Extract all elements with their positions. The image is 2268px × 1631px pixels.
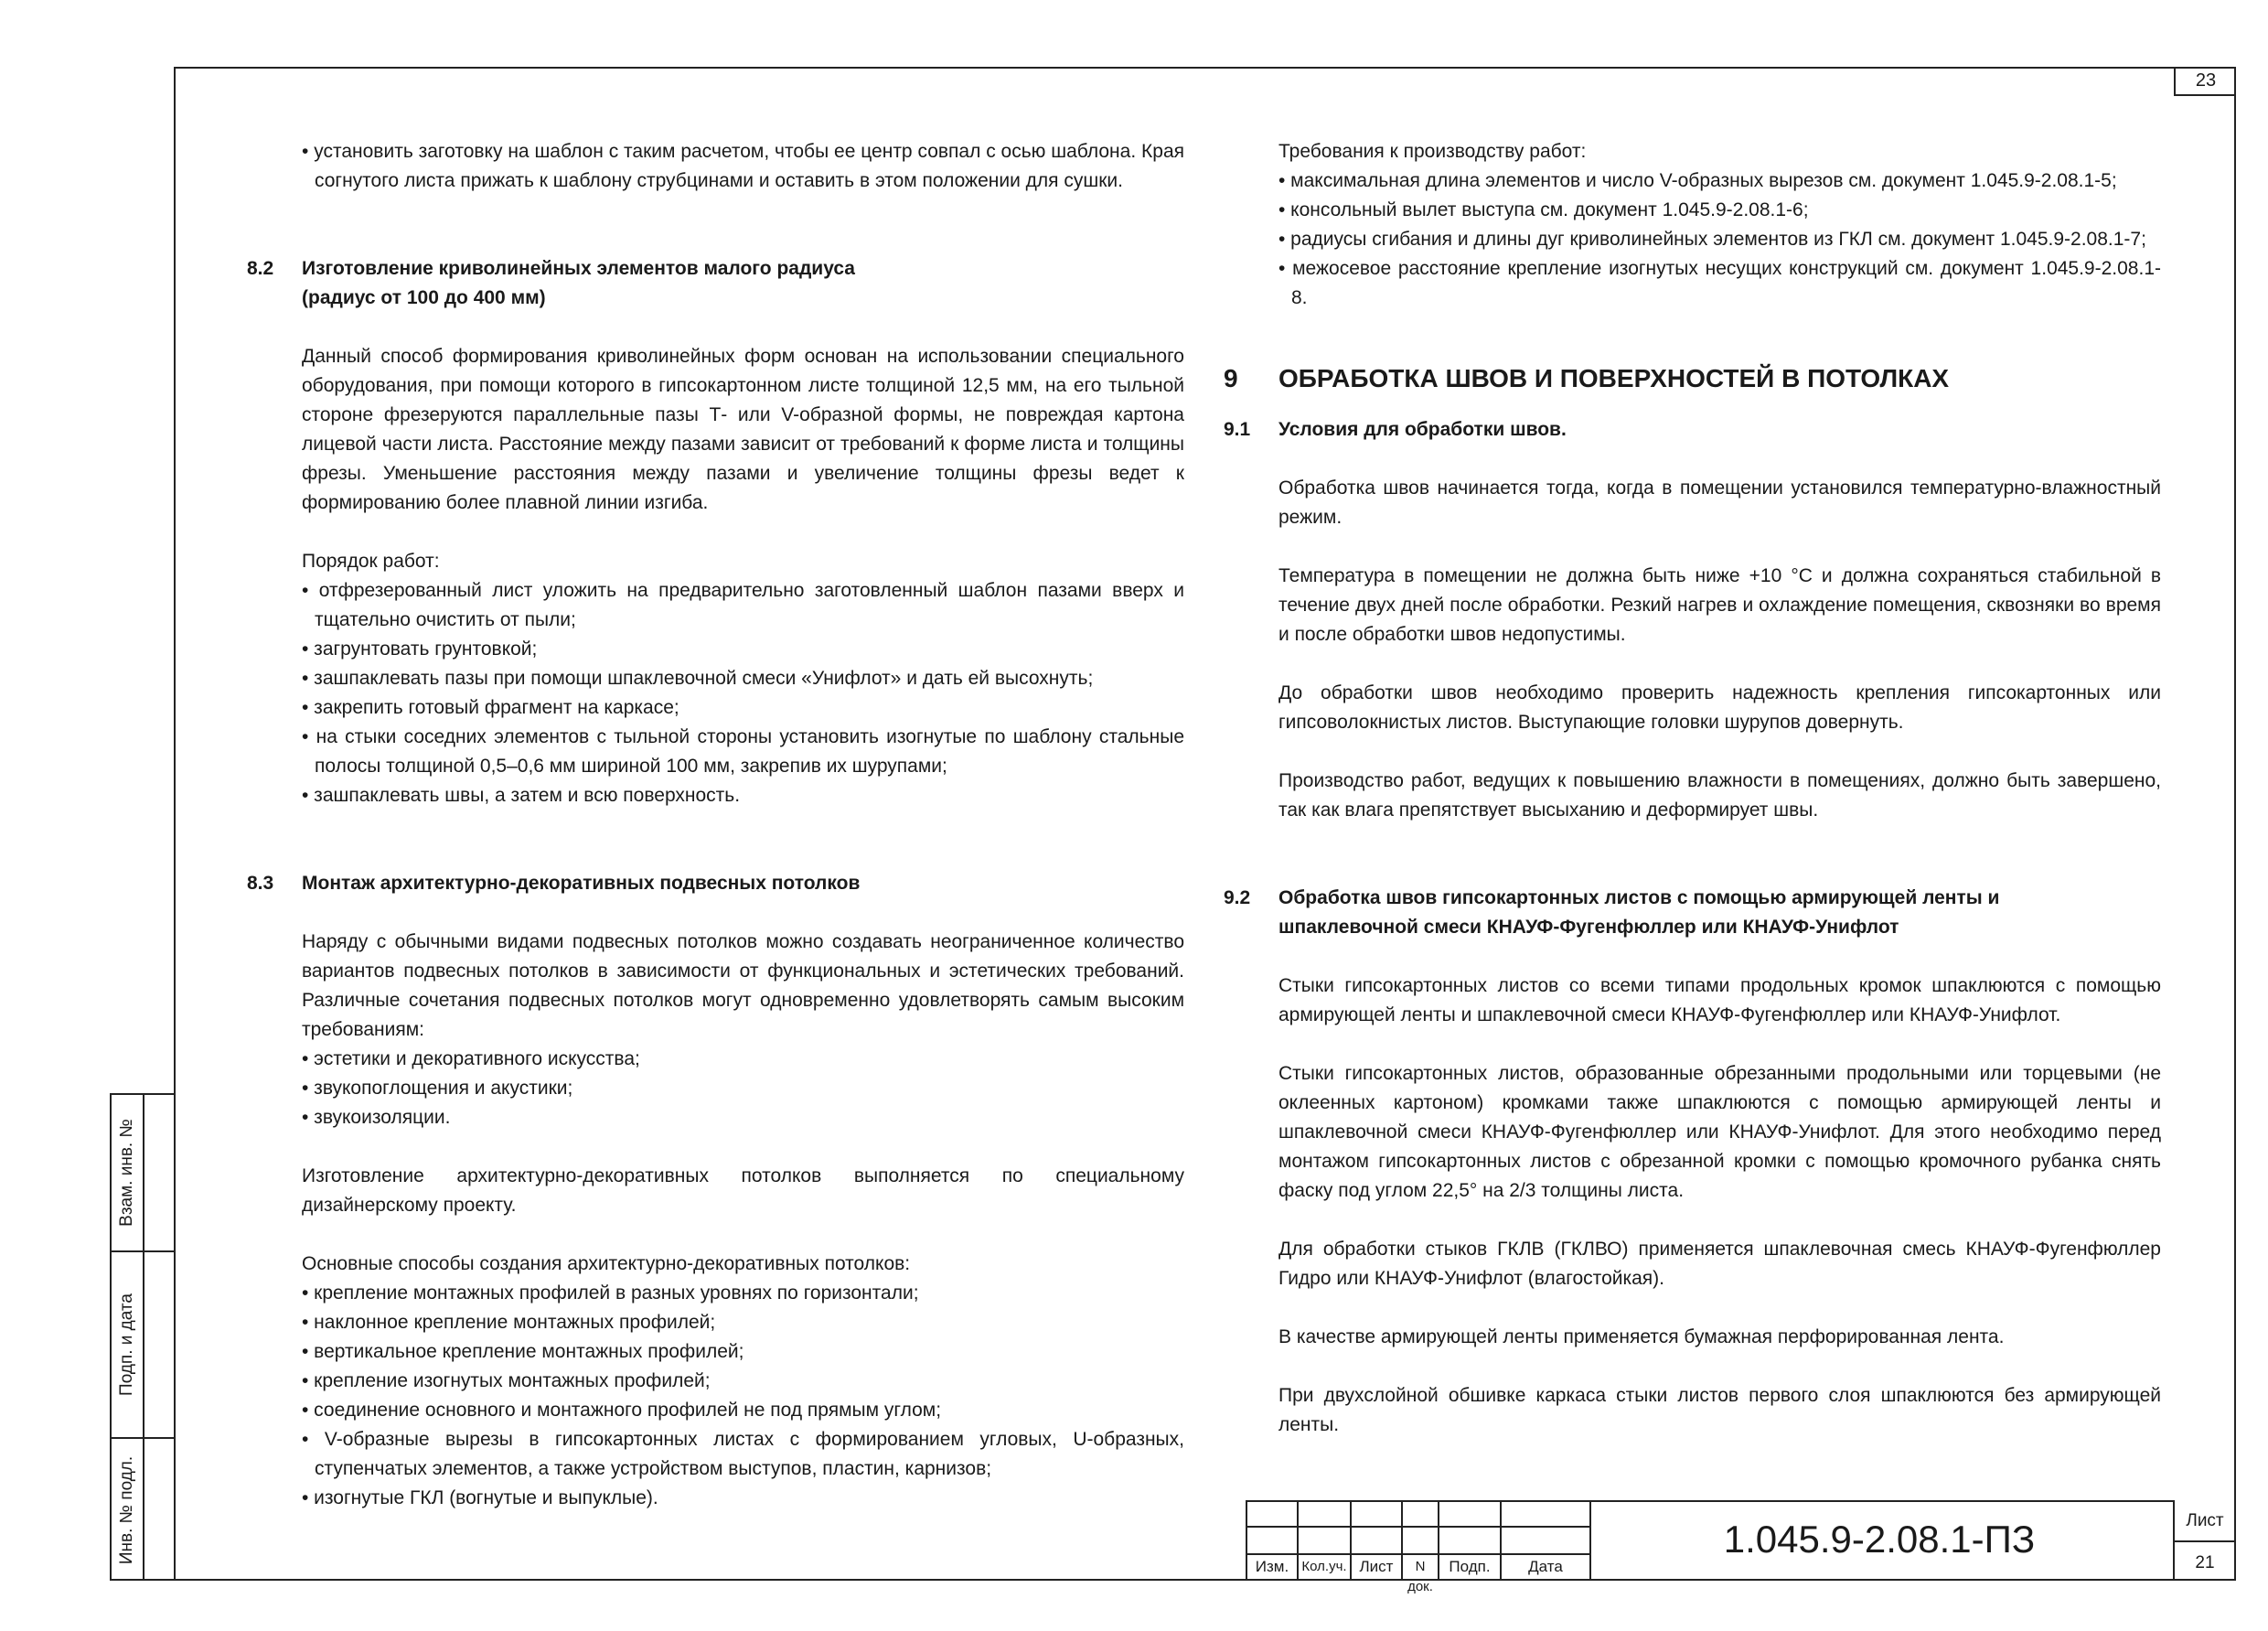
paragraph: Изготовление архитектурно-декоративных потолков выполняется по специальному дизайнерскому проекту. xyxy=(302,1165,1184,1216)
section-number: 9.2 xyxy=(1224,887,1251,908)
requirements-title: Требования к производству работ: xyxy=(1278,141,1587,162)
paragraph: Обработка швов начинается тогда, когда в помещении установился температурно-влажностный режим. xyxy=(1278,477,2161,528)
paragraph: При двухслойной обшивке каркаса стыки листов первого слоя шпаклюются без армирующей ленты. xyxy=(1278,1385,2161,1435)
tb-header-list: Лист xyxy=(1359,1558,1394,1575)
section-title-line1: Обработка швов гипсокартонных листов с помощью армирующей ленты и xyxy=(1278,887,2000,908)
strip-cell-podp xyxy=(112,1252,174,1439)
intro-bullet: • установить заготовку на шаблон с таким расчетом, чтобы ее центр совпал с осью шаблона. Края согнутого листа прижать к шаблону струбцинами и оставить в этом положении для сушки. xyxy=(302,141,1184,191)
tb-header-izm: Изм. xyxy=(1255,1558,1289,1575)
section-number: 9.1 xyxy=(1224,419,1251,440)
section-9-1-heading xyxy=(1224,415,2161,445)
top-page-number: 23 xyxy=(2174,67,2236,96)
strip-cell-inv xyxy=(112,1439,174,1581)
sheet-number: 21 xyxy=(2195,1553,2215,1572)
list-item: • вертикальное крепление монтажных профилей; xyxy=(302,1341,744,1362)
list-item: • отфрезерованный лист уложить на предварительно заготовленный шаблон пазами вверх и тщательно очистить от пыли; xyxy=(302,580,1184,630)
order-title: Порядок работ: xyxy=(302,551,440,572)
section-title-line2: шпаклевочной смеси КНАУФ-Фугенфюллер или КНАУФ-Унифлот xyxy=(1278,917,1899,938)
left-column xyxy=(247,137,1184,1513)
paragraph: Данный способ формирования криволинейных форм основан на использовании специального оборудования, при помощи которого в гипсокартонном листе толщиной 12,5 мм, на его тыльной стороне фрезеруются параллельные пазы Т- или V-образной формы, не повреждая картона лицевой части листа. Расстояние между пазами зависит от требований к форме листа и толщины фрезы. Уменьшение расстояния между пазами и увеличение толщины фрезы ведет к формированию более плавной линии изгиба. xyxy=(302,346,1184,513)
section-title: Условия для обработки швов. xyxy=(1278,419,1567,440)
paragraph: Для обработки стыков ГКЛВ (ГКЛВО) применяется шпаклевочная смесь КНАУФ-Фугенфюллер Гидро или КНАУФ-Унифлот (влагостойкая). xyxy=(1278,1239,2161,1289)
list-item: • загрунтовать грунтовкой; xyxy=(302,638,538,660)
list-item: • звукопоглощения и акустики; xyxy=(302,1078,573,1099)
list-item: • V-образные вырезы в гипсокартонных листах с формированием угловых, U-образных, ступенчатых элементов, а также устройством выступов, пластин, карнизов; xyxy=(302,1429,1184,1479)
tb-header-kol: Кол.уч. xyxy=(1301,1559,1347,1574)
section-8-2-heading xyxy=(247,254,1184,313)
list-item: • консольный вылет выступа см. документ 1.045.9-2.08.1-6; xyxy=(1278,199,1809,220)
list-item: • закрепить готовый фрагмент на каркасе; xyxy=(302,697,679,718)
tb-header-data: Дата xyxy=(1528,1558,1563,1575)
sheet-label: Лист xyxy=(2186,1511,2224,1530)
list-item: • наклонное крепление монтажных профилей; xyxy=(302,1312,716,1333)
tb-header-podp: Подп. xyxy=(1449,1558,1491,1575)
list-item: • максимальная длина элементов и число V-образных вырезов см. документ 1.045.9-2.08.1-5; xyxy=(1278,170,2117,191)
section-number: 8.2 xyxy=(247,258,274,279)
right-column xyxy=(1224,137,2161,1440)
section-9-2-heading xyxy=(1224,884,2161,942)
paragraph: В качестве армирующей ленты применяется бумажная перфорированная лента. xyxy=(1278,1326,2005,1347)
document-code: 1.045.9-2.08.1-ПЗ xyxy=(1723,1518,2036,1561)
list-item: • эстетики и декоративного искусства; xyxy=(302,1048,640,1069)
strip-cell-vzam xyxy=(112,1095,174,1252)
inv-podl-label: Инв. № подл. xyxy=(117,1455,137,1564)
section-8-3-heading xyxy=(247,869,1184,898)
vzam-inv-label: Взам. инв. № xyxy=(117,1119,136,1227)
section-number: 8.3 xyxy=(247,873,274,894)
margin-stamp-strip xyxy=(110,1093,174,1581)
list-item: • зашпаклевать швы, а затем и всю поверхность. xyxy=(302,785,741,806)
list-item: • межосевое расстояние крепление изогнутых несущих конструкций см. документ 1.045.9-2.08.1-8. xyxy=(1278,258,2161,308)
tb-header-ndok: N док. xyxy=(1407,1559,1433,1594)
paragraph: Производство работ, ведущих к повышению влажности в помещениях, должно быть завершено, так как влага препятствует высыханию и деформирует швы. xyxy=(1278,770,2161,821)
paragraph: Стыки гипсокартонных листов со всеми типами продольных кромок шпаклюются с помощью армирующей ленты и шпаклевочной смеси КНАУФ-Фугенфюллер или КНАУФ-Унифлот. xyxy=(1278,975,2161,1025)
paragraph: Стыки гипсокартонных листов, образованные обрезанными продольными или торцевыми (не оклеенных картоном) кромками также шпаклюются с помощью армирующей ленты и шпаклевочной смеси КНАУФ-Фугенфюллер или КНАУФ-Унифлот. Для этого необходимо перед монтажом гипсокартонных листов с обрезанной кромки с помощью кромочного рубанка снять фаску под углом 22,5° на 2/3 толщины листа. xyxy=(1278,1063,2161,1201)
paragraph: Основные способы создания архитектурно-декоративных потолков: xyxy=(302,1253,911,1274)
section-title-line1: Изготовление криволинейных элементов малого радиуса xyxy=(302,258,855,279)
list-item: • крепление монтажных профилей в разных уровнях по горизонтали; xyxy=(302,1282,919,1304)
list-item: • изогнутые ГКЛ (вогнутые и выпуклые). xyxy=(302,1487,658,1508)
list-item: • зашпаклевать пазы при помощи шпаклевочной смеси «Унифлот» и дать ей высохнуть; xyxy=(302,668,1094,689)
chapter-title: ОБРАБОТКА ШВОВ И ПОВЕРХНОСТЕЙ В ПОТОЛКАХ xyxy=(1278,364,1950,392)
list-item: • радиусы сгибания и длины дуг криволинейных элементов из ГКЛ см. документ 1.045.9-2.08.1-7; xyxy=(1278,229,2146,250)
chapter-9-heading xyxy=(1224,360,2161,397)
list-item: • на стыки соседних элементов с тыльной стороны установить изогнутые по шаблону стальные полосы толщиной 0,5–0,6 мм шириной 100 мм, закрепив их шурупами; xyxy=(302,726,1184,777)
chapter-number: 9 xyxy=(1224,364,1238,392)
paragraph: До обработки швов необходимо проверить надежность крепления гипсокартонных или гипсоволокнистых листов. Выступающие головки шурупов довернуть. xyxy=(1278,682,2161,733)
section-title: Монтаж архитектурно-декоративных подвесных потолков xyxy=(302,873,861,894)
list-item: • звукоизоляции. xyxy=(302,1107,451,1128)
section-title-line2: (радиус от 100 до 400 мм) xyxy=(302,287,546,308)
list-item: • соединение основного и монтажного профилей не под прямым углом; xyxy=(302,1400,942,1421)
paragraph: Температура в помещении не должна быть ниже +10 °С и должна сохраняться стабильной в течение двух дней после обработки. Резкий нагрев и охлаждение помещения, сквозняки во время и после обработки швов недопустимы. xyxy=(1278,565,2161,645)
list-item: • крепление изогнутых монтажных профилей; xyxy=(302,1370,711,1391)
podp-data-label: Подп. и дата xyxy=(117,1293,137,1396)
paragraph: Наряду с обычными видами подвесных потолков можно создавать неограниченное количество вариантов подвесных потолков в зависимости от функциональных и эстетических требований. Различные сочетания подвесных потолков могут одновременно удовлетворять самым высоким требованиям: xyxy=(302,931,1184,1040)
